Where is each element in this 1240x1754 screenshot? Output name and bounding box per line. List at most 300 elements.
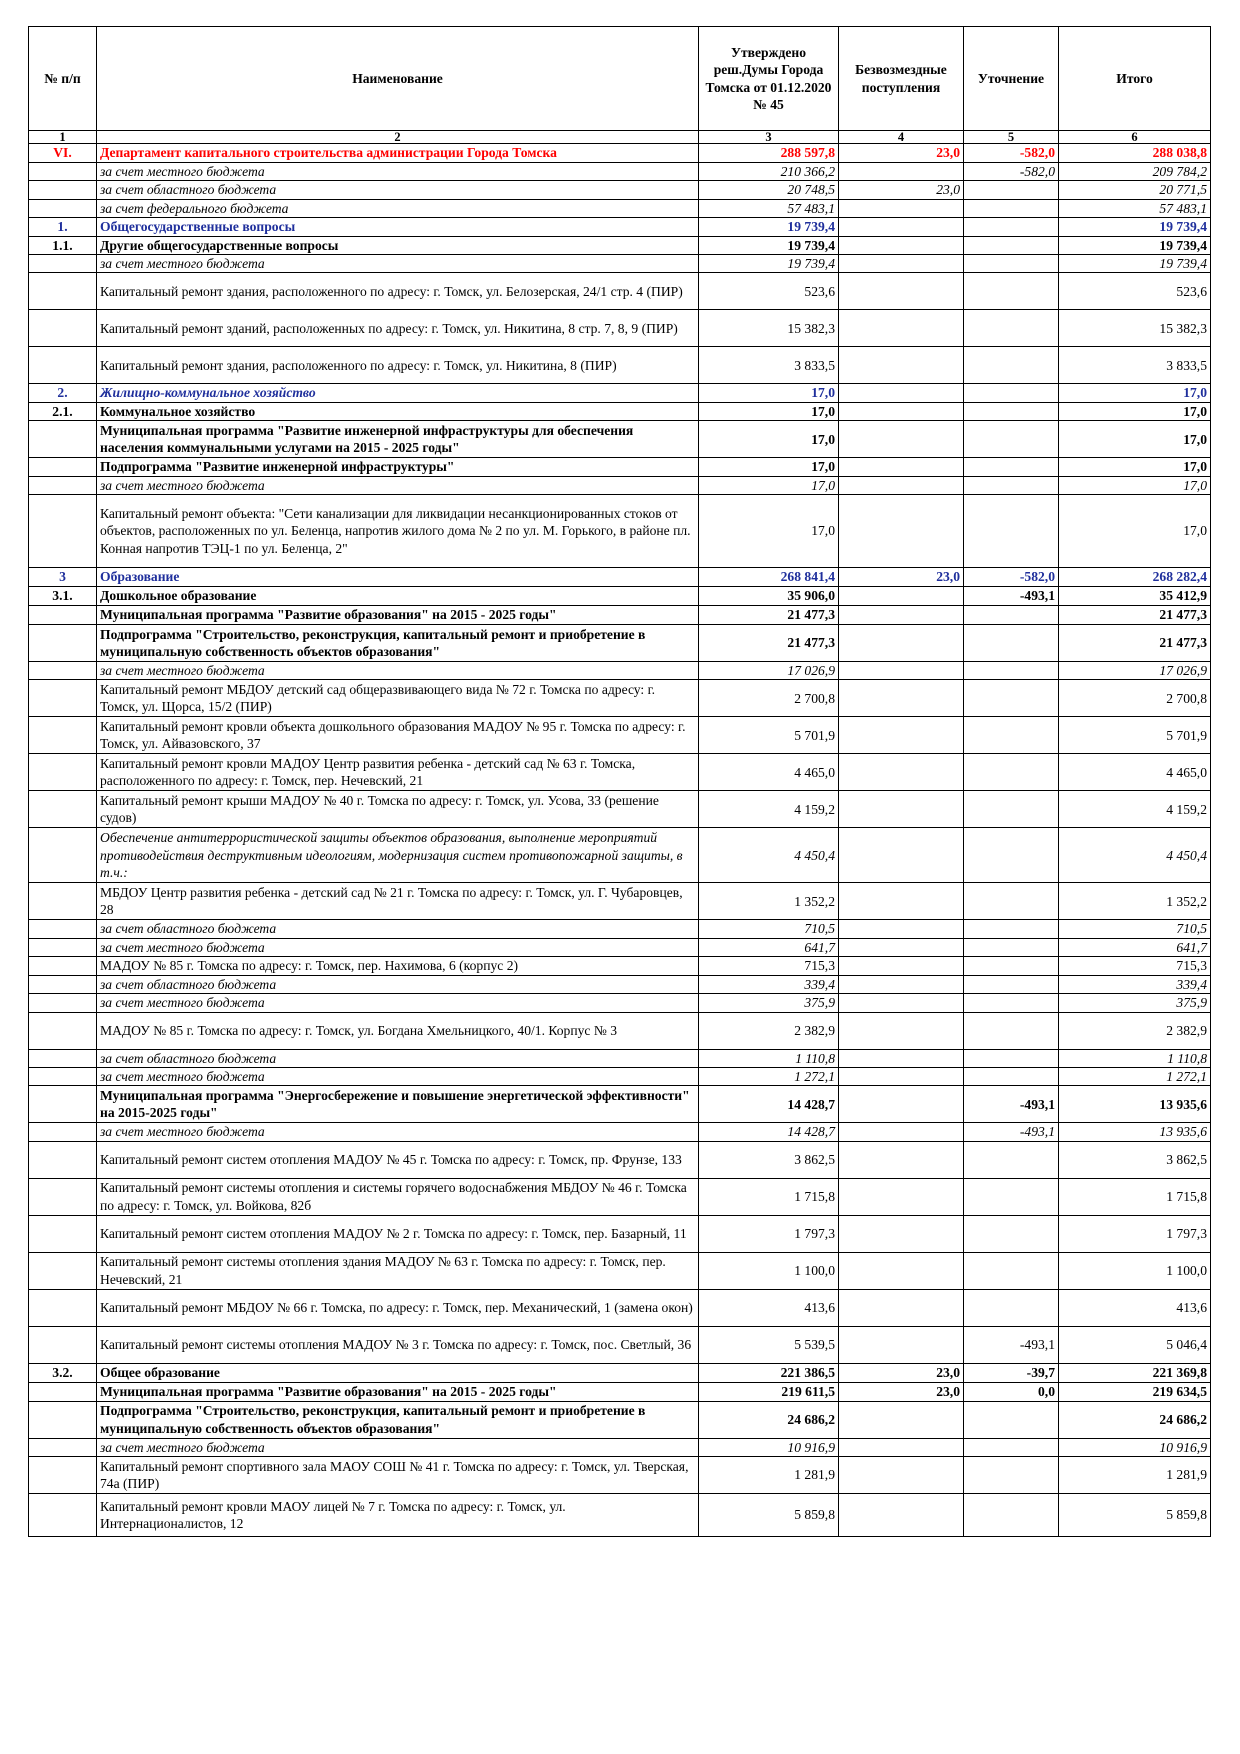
- row-name: Капитальный ремонт объекта: "Сети канализации для ликвидации несанкционированных стоков от объектов, расположенных по ул. Беленца, напротив жилого дома № 2 по ул. М. Горького, в районе пл. Конная напротив ТЭЦ-1 по ул. Беленца, 2": [97, 495, 699, 568]
- header-total: Итого: [1059, 27, 1211, 131]
- value-clarification: [964, 662, 1059, 680]
- budget-table: [28, 26, 1211, 1537]
- value-gratuitous: [839, 218, 964, 236]
- value-clarification: [964, 680, 1059, 717]
- row-number: [29, 1123, 97, 1141]
- row-number: [29, 495, 97, 568]
- value-approved: 14 428,7: [699, 1123, 839, 1141]
- row-name: Общее образование: [97, 1363, 699, 1382]
- table-row: [29, 1326, 1211, 1363]
- row-name: Капитальный ремонт системы отопления МАДОУ № 3 г. Томска по адресу: г. Томск, пос. Светлый, 36: [97, 1326, 699, 1363]
- table-row: [29, 1067, 1211, 1085]
- row-name: Коммунальное хозяйство: [97, 402, 699, 420]
- value-gratuitous: [839, 920, 964, 938]
- value-total: 24 686,2: [1059, 1401, 1211, 1438]
- table-row: [29, 587, 1211, 606]
- value-total: 5 859,8: [1059, 1494, 1211, 1537]
- value-clarification: [964, 920, 1059, 938]
- row-number: [29, 273, 97, 310]
- value-clarification: [964, 384, 1059, 402]
- table-row: [29, 1049, 1211, 1067]
- value-approved: 221 386,5: [699, 1363, 839, 1382]
- row-number: [29, 163, 97, 181]
- table-row: [29, 994, 1211, 1012]
- value-approved: 523,6: [699, 273, 839, 310]
- table-row: [29, 1086, 1211, 1123]
- value-gratuitous: [839, 717, 964, 754]
- value-total: 209 784,2: [1059, 163, 1211, 181]
- value-gratuitous: [839, 402, 964, 420]
- value-gratuitous: [839, 975, 964, 993]
- column-index: 5: [964, 131, 1059, 144]
- value-total: 21 477,3: [1059, 625, 1211, 662]
- row-number: 2.1.: [29, 402, 97, 420]
- value-clarification: [964, 255, 1059, 273]
- value-approved: 19 739,4: [699, 255, 839, 273]
- value-clarification: -39,7: [964, 1363, 1059, 1382]
- row-number: [29, 957, 97, 975]
- row-name: Общегосударственные вопросы: [97, 218, 699, 236]
- row-name: Муниципальная программа "Развитие инженерной инфраструктуры для обеспечения населения коммунальными услугами на 2015 - 2025 годы": [97, 421, 699, 458]
- header-gratuitous: Безвозмездные поступления: [839, 27, 964, 131]
- value-gratuitous: [839, 1289, 964, 1326]
- value-total: 17 026,9: [1059, 662, 1211, 680]
- budget-table-page: [28, 26, 1210, 1537]
- value-total: 17,0: [1059, 458, 1211, 476]
- table-row: [29, 476, 1211, 494]
- header-approved: Утверждено реш.Думы Города Томска от 01.12.2020 № 45: [699, 27, 839, 131]
- value-gratuitous: [839, 938, 964, 956]
- value-clarification: [964, 957, 1059, 975]
- table-row: [29, 568, 1211, 587]
- row-number: [29, 1326, 97, 1363]
- value-clarification: [964, 1178, 1059, 1215]
- value-clarification: [964, 181, 1059, 199]
- row-number: 3.1.: [29, 587, 97, 606]
- value-clarification: [964, 1252, 1059, 1289]
- header-name: Наименование: [97, 27, 699, 131]
- row-name: Капитальный ремонт системы отопления и системы горячего водоснабжения МБДОУ № 46 г. Томска по адресу: г. Томск, ул. Войкова, 82б: [97, 1178, 699, 1215]
- value-gratuitous: [839, 255, 964, 273]
- row-name: МАДОУ № 85 г. Томска по адресу: г. Томск, ул. Богдана Хмельницкого, 40/1. Корпус № 3: [97, 1012, 699, 1049]
- table-row: [29, 1289, 1211, 1326]
- row-number: [29, 458, 97, 476]
- table-row: [29, 606, 1211, 625]
- value-approved: 3 833,5: [699, 347, 839, 384]
- row-number: 3: [29, 568, 97, 587]
- table-row: [29, 1438, 1211, 1456]
- table-row: [29, 402, 1211, 420]
- value-total: 268 282,4: [1059, 568, 1211, 587]
- row-number: [29, 606, 97, 625]
- table-row: [29, 218, 1211, 236]
- value-clarification: -493,1: [964, 1326, 1059, 1363]
- value-gratuitous: [839, 1326, 964, 1363]
- row-number: [29, 920, 97, 938]
- value-gratuitous: [839, 587, 964, 606]
- value-approved: 17,0: [699, 458, 839, 476]
- value-approved: 1 715,8: [699, 1178, 839, 1215]
- value-clarification: [964, 1215, 1059, 1252]
- value-gratuitous: 23,0: [839, 568, 964, 587]
- value-total: 3 862,5: [1059, 1141, 1211, 1178]
- table-row: [29, 181, 1211, 199]
- value-approved: 288 597,8: [699, 144, 839, 163]
- value-total: 21 477,3: [1059, 606, 1211, 625]
- value-approved: 17,0: [699, 402, 839, 420]
- row-number: [29, 1086, 97, 1123]
- value-total: 339,4: [1059, 975, 1211, 993]
- row-number: [29, 625, 97, 662]
- value-gratuitous: 23,0: [839, 1363, 964, 1382]
- row-number: [29, 1438, 97, 1456]
- value-total: 35 412,9: [1059, 587, 1211, 606]
- value-clarification: [964, 476, 1059, 494]
- row-name: Муниципальная программа "Развитие образования" на 2015 - 2025 годы": [97, 606, 699, 625]
- value-gratuitous: [839, 273, 964, 310]
- value-clarification: [964, 273, 1059, 310]
- row-number: [29, 662, 97, 680]
- row-name: Жилищно-коммунальное хозяйство: [97, 384, 699, 402]
- table-row: [29, 495, 1211, 568]
- value-gratuitous: [839, 662, 964, 680]
- table-row: [29, 828, 1211, 883]
- value-gratuitous: [839, 1215, 964, 1252]
- value-clarification: [964, 458, 1059, 476]
- value-approved: 375,9: [699, 994, 839, 1012]
- value-total: 1 272,1: [1059, 1067, 1211, 1085]
- value-gratuitous: [839, 957, 964, 975]
- table-row: [29, 625, 1211, 662]
- value-total: 1 797,3: [1059, 1215, 1211, 1252]
- value-gratuitous: [839, 384, 964, 402]
- row-name: за счет местного бюджета: [97, 1067, 699, 1085]
- value-approved: 20 748,5: [699, 181, 839, 199]
- value-approved: 210 366,2: [699, 163, 839, 181]
- value-clarification: [964, 1401, 1059, 1438]
- value-gratuitous: [839, 754, 964, 791]
- value-approved: 19 739,4: [699, 218, 839, 236]
- value-clarification: [964, 1141, 1059, 1178]
- value-clarification: [964, 236, 1059, 254]
- value-total: 17,0: [1059, 421, 1211, 458]
- column-index: 3: [699, 131, 839, 144]
- column-index: 1: [29, 131, 97, 144]
- value-gratuitous: [839, 994, 964, 1012]
- value-clarification: [964, 310, 1059, 347]
- column-index: 6: [1059, 131, 1211, 144]
- value-clarification: [964, 883, 1059, 920]
- value-clarification: [964, 495, 1059, 568]
- row-name: Капитальный ремонт кровли МАДОУ Центр развития ребенка - детский сад № 63 г. Томска, расположенного по адресу: г. Томск, пер. Нечевский, 21: [97, 754, 699, 791]
- value-total: 13 935,6: [1059, 1086, 1211, 1123]
- value-approved: 1 797,3: [699, 1215, 839, 1252]
- row-number: [29, 1494, 97, 1537]
- row-number: [29, 754, 97, 791]
- table-row: [29, 458, 1211, 476]
- value-gratuitous: [839, 1457, 964, 1494]
- row-number: [29, 1215, 97, 1252]
- row-number: [29, 1289, 97, 1326]
- value-approved: 641,7: [699, 938, 839, 956]
- table-row: [29, 384, 1211, 402]
- value-total: 413,6: [1059, 1289, 1211, 1326]
- row-name: Департамент капитального строительства администрации Города Томска: [97, 144, 699, 163]
- value-total: 4 159,2: [1059, 791, 1211, 828]
- value-total: 10 916,9: [1059, 1438, 1211, 1456]
- value-clarification: -493,1: [964, 587, 1059, 606]
- row-name: Капитальный ремонт систем отопления МАДОУ № 2 г. Томска по адресу: г. Томск, пер. Базарный, 11: [97, 1215, 699, 1252]
- value-approved: 19 739,4: [699, 236, 839, 254]
- table-row: [29, 1363, 1211, 1382]
- column-index-row: [29, 131, 1211, 144]
- value-approved: 21 477,3: [699, 625, 839, 662]
- value-approved: 1 352,2: [699, 883, 839, 920]
- value-clarification: [964, 606, 1059, 625]
- value-clarification: [964, 199, 1059, 217]
- value-total: 19 739,4: [1059, 255, 1211, 273]
- value-clarification: [964, 1049, 1059, 1067]
- value-gratuitous: [839, 421, 964, 458]
- table-row: [29, 1382, 1211, 1401]
- row-name: МБДОУ Центр развития ребенка - детский сад № 21 г. Томска по адресу: г. Томск, ул. Г. Чубаровцев, 28: [97, 883, 699, 920]
- table-row: [29, 199, 1211, 217]
- value-gratuitous: [839, 495, 964, 568]
- value-gratuitous: 23,0: [839, 144, 964, 163]
- value-clarification: [964, 421, 1059, 458]
- row-name: за счет местного бюджета: [97, 994, 699, 1012]
- value-total: 17,0: [1059, 495, 1211, 568]
- value-approved: 17,0: [699, 421, 839, 458]
- table-row: [29, 717, 1211, 754]
- value-clarification: [964, 1289, 1059, 1326]
- row-number: [29, 994, 97, 1012]
- value-clarification: [964, 1457, 1059, 1494]
- value-total: 4 465,0: [1059, 754, 1211, 791]
- value-gratuitous: [839, 1086, 964, 1123]
- row-number: [29, 1067, 97, 1085]
- value-gratuitous: [839, 680, 964, 717]
- value-clarification: [964, 1494, 1059, 1537]
- table-row: [29, 310, 1211, 347]
- value-approved: 1 281,9: [699, 1457, 839, 1494]
- row-name: Капитальный ремонт кровли МАОУ лицей № 7 г. Томска по адресу: г. Томск, ул. Интернационалистов, 12: [97, 1494, 699, 1537]
- row-number: [29, 421, 97, 458]
- value-approved: 5 701,9: [699, 717, 839, 754]
- row-number: [29, 1012, 97, 1049]
- row-name: за счет областного бюджета: [97, 1049, 699, 1067]
- value-total: 221 369,8: [1059, 1363, 1211, 1382]
- value-total: 710,5: [1059, 920, 1211, 938]
- value-approved: 10 916,9: [699, 1438, 839, 1456]
- value-total: 17,0: [1059, 402, 1211, 420]
- value-approved: 710,5: [699, 920, 839, 938]
- value-total: 1 100,0: [1059, 1252, 1211, 1289]
- value-gratuitous: [839, 476, 964, 494]
- table-row: [29, 938, 1211, 956]
- value-clarification: [964, 938, 1059, 956]
- row-number: [29, 1049, 97, 1067]
- row-name: Капитальный ремонт зданий, расположенных по адресу: г. Томск, ул. Никитина, 8 стр. 7, 8, 9 (ПИР): [97, 310, 699, 347]
- value-approved: 413,6: [699, 1289, 839, 1326]
- value-total: 2 382,9: [1059, 1012, 1211, 1049]
- row-number: [29, 1141, 97, 1178]
- row-name: за счет местного бюджета: [97, 1123, 699, 1141]
- row-name: Капитальный ремонт МБДОУ № 66 г. Томска, по адресу: г. Томск, пер. Механический, 1 (замена окон): [97, 1289, 699, 1326]
- row-number: 1.: [29, 218, 97, 236]
- value-total: 3 833,5: [1059, 347, 1211, 384]
- row-number: [29, 717, 97, 754]
- value-approved: 1 100,0: [699, 1252, 839, 1289]
- value-total: 19 739,4: [1059, 218, 1211, 236]
- value-gratuitous: [839, 1012, 964, 1049]
- value-total: 375,9: [1059, 994, 1211, 1012]
- table-row: [29, 754, 1211, 791]
- table-row: [29, 975, 1211, 993]
- row-number: 2.: [29, 384, 97, 402]
- row-number: [29, 199, 97, 217]
- value-approved: 2 700,8: [699, 680, 839, 717]
- row-name: Подпрограмма "Строительство, реконструкция, капитальный ремонт и приобретение в муниципальную собственность объектов образования": [97, 625, 699, 662]
- value-clarification: [964, 791, 1059, 828]
- table-row: [29, 791, 1211, 828]
- value-approved: 1 110,8: [699, 1049, 839, 1067]
- value-total: 1 352,2: [1059, 883, 1211, 920]
- value-clarification: [964, 1012, 1059, 1049]
- row-number: [29, 1252, 97, 1289]
- table-body: [29, 144, 1211, 1537]
- value-gratuitous: [839, 625, 964, 662]
- row-name: за счет областного бюджета: [97, 181, 699, 199]
- row-name: Капитальный ремонт системы отопления здания МАДОУ № 63 г. Томска по адресу: г. Томск, пер. Нечевский, 21: [97, 1252, 699, 1289]
- value-clarification: [964, 828, 1059, 883]
- value-clarification: [964, 1438, 1059, 1456]
- table-row: [29, 255, 1211, 273]
- value-total: 19 739,4: [1059, 236, 1211, 254]
- value-gratuitous: [839, 1178, 964, 1215]
- value-approved: 14 428,7: [699, 1086, 839, 1123]
- row-name: Капитальный ремонт спортивного зала МАОУ СОШ № 41 г. Томска по адресу: г. Томск, ул. Тверская, 74а (ПИР): [97, 1457, 699, 1494]
- row-name: Подпрограмма "Развитие инженерной инфраструктуры": [97, 458, 699, 476]
- value-gratuitous: [839, 828, 964, 883]
- value-approved: 17,0: [699, 476, 839, 494]
- value-clarification: -582,0: [964, 144, 1059, 163]
- value-gratuitous: [839, 310, 964, 347]
- row-name: за счет местного бюджета: [97, 476, 699, 494]
- table-header-row: [29, 27, 1211, 131]
- value-total: 523,6: [1059, 273, 1211, 310]
- row-number: [29, 181, 97, 199]
- row-number: [29, 310, 97, 347]
- row-name: Капитальный ремонт МБДОУ детский сад общеразвивающего вида № 72 г. Томска по адресу: г. Томск, ул. Щорса, 15/2 (ПИР): [97, 680, 699, 717]
- table-row: [29, 662, 1211, 680]
- table-row: [29, 236, 1211, 254]
- value-total: 15 382,3: [1059, 310, 1211, 347]
- value-clarification: -582,0: [964, 163, 1059, 181]
- value-total: 5 701,9: [1059, 717, 1211, 754]
- row-number: [29, 883, 97, 920]
- row-number: [29, 680, 97, 717]
- value-clarification: [964, 402, 1059, 420]
- row-number: VI.: [29, 144, 97, 163]
- value-approved: 5 539,5: [699, 1326, 839, 1363]
- value-approved: 5 859,8: [699, 1494, 839, 1537]
- table-row: [29, 1457, 1211, 1494]
- value-total: 20 771,5: [1059, 181, 1211, 199]
- table-row: [29, 144, 1211, 163]
- value-gratuitous: [839, 1494, 964, 1537]
- value-gratuitous: [839, 199, 964, 217]
- value-approved: 4 450,4: [699, 828, 839, 883]
- value-clarification: [964, 754, 1059, 791]
- row-number: [29, 476, 97, 494]
- row-name: Другие общегосударственные вопросы: [97, 236, 699, 254]
- value-clarification: [964, 994, 1059, 1012]
- table-row: [29, 1178, 1211, 1215]
- table-row: [29, 347, 1211, 384]
- row-number: [29, 255, 97, 273]
- value-approved: 1 272,1: [699, 1067, 839, 1085]
- row-name: Дошкольное образование: [97, 587, 699, 606]
- row-number: [29, 938, 97, 956]
- column-index: 2: [97, 131, 699, 144]
- value-clarification: -582,0: [964, 568, 1059, 587]
- value-total: 57 483,1: [1059, 199, 1211, 217]
- table-row: [29, 421, 1211, 458]
- value-gratuitous: [839, 236, 964, 254]
- row-name: Подпрограмма "Строительство, реконструкция, капитальный ремонт и приобретение в муниципальную собственность объектов образования": [97, 1401, 699, 1438]
- row-name: Капитальный ремонт здания, расположенного по адресу: г. Томск, ул. Никитина, 8 (ПИР): [97, 347, 699, 384]
- value-clarification: -493,1: [964, 1086, 1059, 1123]
- value-approved: 268 841,4: [699, 568, 839, 587]
- value-clarification: -493,1: [964, 1123, 1059, 1141]
- value-approved: 4 159,2: [699, 791, 839, 828]
- row-name: за счет местного бюджета: [97, 255, 699, 273]
- value-clarification: [964, 625, 1059, 662]
- table-row: [29, 163, 1211, 181]
- row-name: за счет местного бюджета: [97, 1438, 699, 1456]
- row-number: 3.2.: [29, 1363, 97, 1382]
- row-name: Обеспечение антитеррористической защиты объектов образования, выполнение мероприятий противодействия деструктивным идеологиям, модернизация систем противопожарной защиты, в т.ч.:: [97, 828, 699, 883]
- value-total: 4 450,4: [1059, 828, 1211, 883]
- value-approved: 2 382,9: [699, 1012, 839, 1049]
- table-row: [29, 1123, 1211, 1141]
- value-gratuitous: 23,0: [839, 1382, 964, 1401]
- value-gratuitous: 23,0: [839, 181, 964, 199]
- table-row: [29, 680, 1211, 717]
- row-number: 1.1.: [29, 236, 97, 254]
- value-total: 219 634,5: [1059, 1382, 1211, 1401]
- header-num: № п/п: [29, 27, 97, 131]
- value-approved: 339,4: [699, 975, 839, 993]
- value-gratuitous: [839, 1438, 964, 1456]
- value-approved: 21 477,3: [699, 606, 839, 625]
- value-gratuitous: [839, 458, 964, 476]
- value-total: 1 110,8: [1059, 1049, 1211, 1067]
- row-number: [29, 1401, 97, 1438]
- row-name: Муниципальная программа "Развитие образования" на 2015 - 2025 годы": [97, 1382, 699, 1401]
- row-name: за счет местного бюджета: [97, 163, 699, 181]
- value-total: 1 715,8: [1059, 1178, 1211, 1215]
- table-row: [29, 1494, 1211, 1537]
- value-gratuitous: [839, 1252, 964, 1289]
- value-total: 17,0: [1059, 384, 1211, 402]
- value-gratuitous: [839, 791, 964, 828]
- table-row: [29, 1252, 1211, 1289]
- value-total: 641,7: [1059, 938, 1211, 956]
- table-row: [29, 1012, 1211, 1049]
- value-gratuitous: [839, 1401, 964, 1438]
